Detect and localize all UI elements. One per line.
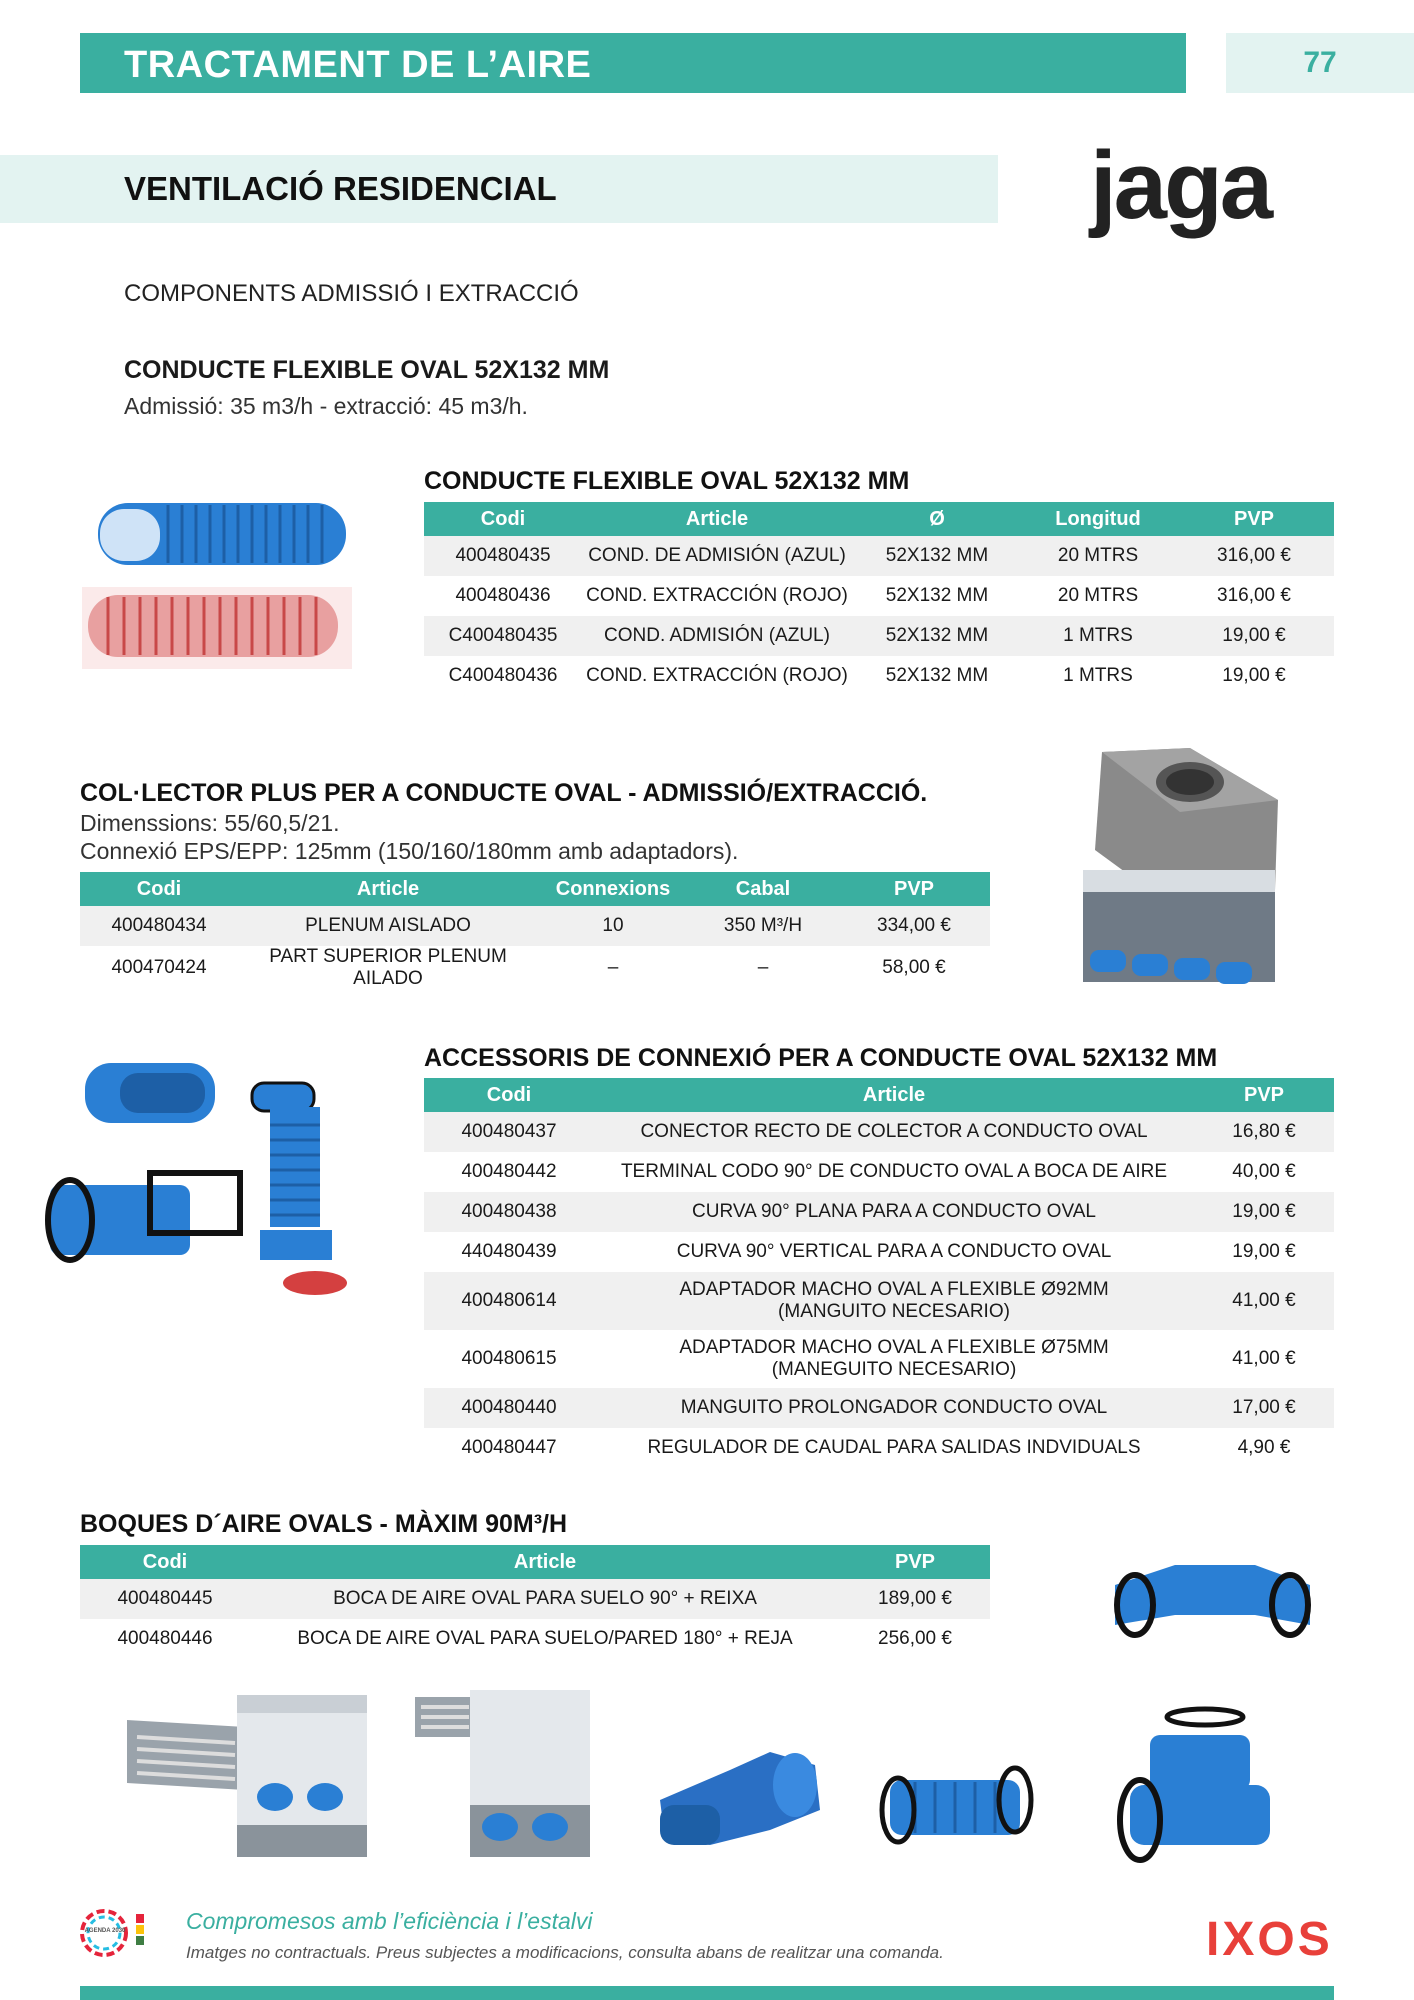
code-cell: 400480615	[461, 1348, 557, 1369]
column-header: Article	[594, 1078, 1194, 1112]
oval-adapter-icon	[660, 1752, 820, 1845]
article-cell	[594, 1272, 1194, 1330]
column-header: Article	[250, 1545, 840, 1579]
product-title: CONDUCTE FLEXIBLE OVAL 52X132 MM	[124, 356, 610, 384]
column-header: Article	[582, 502, 852, 536]
regulator-icon	[283, 1271, 347, 1295]
column-header: Article	[238, 872, 538, 906]
diameter-cell: 52X132 MM	[885, 665, 989, 686]
table-header-row	[80, 872, 990, 906]
column-header: Codi	[80, 872, 238, 906]
agenda-2030-logo	[78, 1908, 158, 1958]
price-cell: 316,00 €	[1217, 585, 1291, 606]
column-header: Codi	[80, 1545, 250, 1579]
grilles-title: BOQUES D´AIRE OVALS - MÀXIM 90M³/H	[80, 1510, 568, 1538]
red-duct-icon	[82, 587, 352, 669]
agenda-label: AGENDA 2030	[84, 1928, 126, 1934]
flat-curve-icon	[1115, 1565, 1310, 1635]
code-cell: 400480446	[117, 1628, 213, 1649]
code-cell: 440480439	[461, 1241, 557, 1262]
collector-table	[80, 872, 990, 990]
code-cell: 400480437	[424, 1112, 594, 1152]
price-cell: 4,90 €	[1237, 1437, 1291, 1458]
price-cell: 41,00 €	[1232, 1348, 1296, 1369]
table-row	[424, 616, 1334, 656]
table-row	[424, 576, 1334, 616]
plenum-image	[1080, 740, 1280, 1000]
adapter-icon	[48, 1173, 240, 1260]
table-row	[80, 906, 990, 946]
accessories-title: ACCESSORIS DE CONNEXIÓ PER A CONDUCTE OVAL 52X132 MM	[424, 1044, 1218, 1072]
connections-cell: 10	[538, 906, 688, 946]
connector-icon	[85, 1063, 215, 1123]
column-header: PVP	[1174, 502, 1334, 536]
table-row	[424, 656, 1334, 696]
article-cell: CURVA 90° VERTICAL PARA A CONDUCTO OVAL	[676, 1241, 1112, 1262]
code-cell: C400480435	[424, 616, 582, 656]
table-row	[424, 1232, 1334, 1272]
price-cell: 41,00 €	[1194, 1272, 1334, 1330]
footer-bar	[80, 1986, 1334, 2000]
table-row	[424, 1192, 1334, 1232]
product-description: Admissió: 35 m3/h - extracció: 45 m3/h.	[124, 393, 528, 419]
table-header-row	[424, 502, 1334, 536]
code-cell: 400480442	[461, 1161, 557, 1182]
table-row	[424, 1428, 1334, 1468]
column-header: PVP	[840, 1545, 990, 1579]
section-title: VENTILACIÓ RESIDENCIAL	[124, 170, 557, 207]
column-header: Longitud	[1022, 502, 1174, 536]
blue-duct-icon	[98, 503, 346, 565]
price-cell: 189,00 €	[840, 1579, 990, 1619]
code-cell: 400480435	[424, 536, 582, 576]
price-cell: 19,00 €	[1232, 1241, 1296, 1262]
floor-outlet-90-icon	[127, 1695, 367, 1857]
article-cell	[594, 1330, 1194, 1388]
diameter-cell: 52X132 MM	[852, 536, 1022, 576]
diameter-cell: 52X132 MM	[885, 585, 989, 606]
price-cell: 17,00 €	[1194, 1388, 1334, 1428]
code-cell: 400480614	[424, 1272, 594, 1330]
column-header: Cabal	[688, 872, 838, 906]
price-cell: 16,80 €	[1194, 1112, 1334, 1152]
article-cell: COND. EXTRACCIÓN (ROJO)	[586, 585, 848, 606]
table-row	[80, 1579, 990, 1619]
length-cell: 20 MTRS	[1057, 585, 1139, 606]
article-cell: COND. DE ADMISIÓN (AZUL)	[582, 536, 852, 576]
vertical-curve-icon	[1120, 1709, 1270, 1860]
article-cell: BOCA DE AIRE OVAL PARA SUELO 90° + REIXA	[250, 1579, 840, 1619]
price-cell: 256,00 €	[878, 1628, 952, 1649]
table-row	[424, 1388, 1334, 1428]
article-cell: COND. ADMISIÓN (AZUL)	[582, 616, 852, 656]
code-cell: 400480434	[80, 906, 238, 946]
column-header: Codi	[424, 502, 582, 536]
ducts-table	[424, 502, 1334, 696]
table-row	[424, 536, 1334, 576]
code-cell: 400480440	[424, 1388, 594, 1428]
accessories-table	[424, 1078, 1334, 1468]
collector-title: COL·LECTOR PLUS PER A CONDUCTE OVAL - ADMISSIÓ/EXTRACCIÓ.	[80, 779, 928, 807]
article-cell: PLENUM AISLADO	[238, 906, 538, 946]
footer-tagline: Compromesos amb l’eficiència i l’estalvi	[186, 1908, 593, 1934]
plenum-icon	[1083, 748, 1278, 984]
price-cell: 19,00 €	[1174, 616, 1334, 656]
column-header: PVP	[838, 872, 990, 906]
floor-wall-outlet-180-icon	[415, 1690, 590, 1857]
code-cell: C400480436	[448, 665, 558, 686]
code-cell: 400480445	[80, 1579, 250, 1619]
price-cell: 58,00 €	[882, 957, 946, 978]
column-header: Codi	[424, 1078, 594, 1112]
page-number: 77	[1303, 46, 1337, 79]
table-row	[80, 946, 990, 990]
table-header-row	[424, 1078, 1334, 1112]
code-cell: 400480436	[455, 585, 551, 606]
flat-curve-image	[1105, 1545, 1320, 1645]
article-cell: BOCA DE AIRE OVAL PARA SUELO/PARED 180° + REJA	[297, 1628, 793, 1649]
connector-product-image	[870, 1755, 1040, 1855]
code-cell: 400470424	[111, 957, 207, 978]
table-header-row	[80, 1545, 990, 1579]
ixos-logo: IXOS	[1206, 1913, 1333, 1966]
article-note: (MANGUITO NECESARIO)	[778, 1301, 1010, 1322]
code-cell: 400480447	[461, 1437, 557, 1458]
column-header: Ø	[852, 502, 1022, 536]
collector-connection: Connexió EPS/EPP: 125mm (150/160/180mm amb adaptadors).	[80, 838, 739, 864]
table-row	[424, 1272, 1334, 1330]
straight-connector-icon	[882, 1768, 1031, 1842]
grilles-table	[80, 1545, 990, 1659]
length-cell: 1 MTRS	[1022, 616, 1174, 656]
flexible-duct-image	[78, 495, 356, 675]
price-cell: 40,00 €	[1232, 1161, 1296, 1182]
price-cell: 19,00 €	[1194, 1192, 1334, 1232]
page-category-title: TRACTAMENT DE L’AIRE	[124, 44, 592, 86]
diameter-cell: 52X132 MM	[852, 616, 1022, 656]
article-note: (MANEGUITO NECESARIO)	[771, 1359, 1017, 1380]
table-row	[80, 1619, 990, 1659]
flow-cell: 350 M³/H	[688, 906, 838, 946]
subheading: COMPONENTS ADMISSIÓ I EXTRACCIÓ	[124, 280, 579, 307]
price-cell: 19,00 €	[1222, 665, 1286, 686]
connections-cell: –	[607, 957, 619, 978]
length-cell: 1 MTRS	[1063, 665, 1133, 686]
accessories-image	[40, 1055, 360, 1305]
table-row	[424, 1112, 1334, 1152]
adapter-product-image	[650, 1740, 830, 1860]
air-outlet-images	[125, 1685, 605, 1865]
brand-logo: jaga	[1090, 132, 1271, 239]
code-cell: 400480438	[424, 1192, 594, 1232]
elbow-icon	[252, 1083, 332, 1260]
flow-cell: –	[757, 957, 769, 978]
article-cell: TERMINAL CODO 90° DE CONDUCTO OVAL A BOCA DE AIRE	[620, 1161, 1168, 1182]
article-cell: CURVA 90° PLANA PARA A CONDUCTO OVAL	[594, 1192, 1194, 1232]
article-cell: REGULADOR DE CAUDAL PARA SALIDAS INDVIDUALS	[647, 1437, 1141, 1458]
vertical-curve-image	[1110, 1705, 1280, 1870]
article-line: ADAPTADOR MACHO OVAL A FLEXIBLE Ø92MM	[679, 1279, 1109, 1300]
column-header: Connexions	[538, 872, 688, 906]
price-cell: 334,00 €	[838, 906, 990, 946]
length-cell: 20 MTRS	[1022, 536, 1174, 576]
article-cell: PART SUPERIOR PLENUM AILADO	[269, 946, 507, 989]
table-row	[424, 1330, 1334, 1388]
table-row	[424, 1152, 1334, 1192]
ducts-table-title: CONDUCTE FLEXIBLE OVAL 52X132 MM	[424, 467, 910, 495]
article-cell: MANGUITO PROLONGADOR CONDUCTO OVAL	[594, 1388, 1194, 1428]
article-line: ADAPTADOR MACHO OVAL A FLEXIBLE Ø75MM	[679, 1337, 1109, 1358]
collector-dimensions: Dimenssions: 55/60,5/21.	[80, 810, 340, 836]
footer-disclaimer: Imatges no contractuals. Preus subjectes a modificacions, consulta abans de realitzar una comanda.	[186, 1943, 944, 1962]
price-cell: 316,00 €	[1174, 536, 1334, 576]
article-cell: COND. EXTRACCIÓN (ROJO)	[586, 665, 848, 686]
article-cell: CONECTOR RECTO DE COLECTOR A CONDUCTO OVAL	[594, 1112, 1194, 1152]
column-header: PVP	[1194, 1078, 1334, 1112]
